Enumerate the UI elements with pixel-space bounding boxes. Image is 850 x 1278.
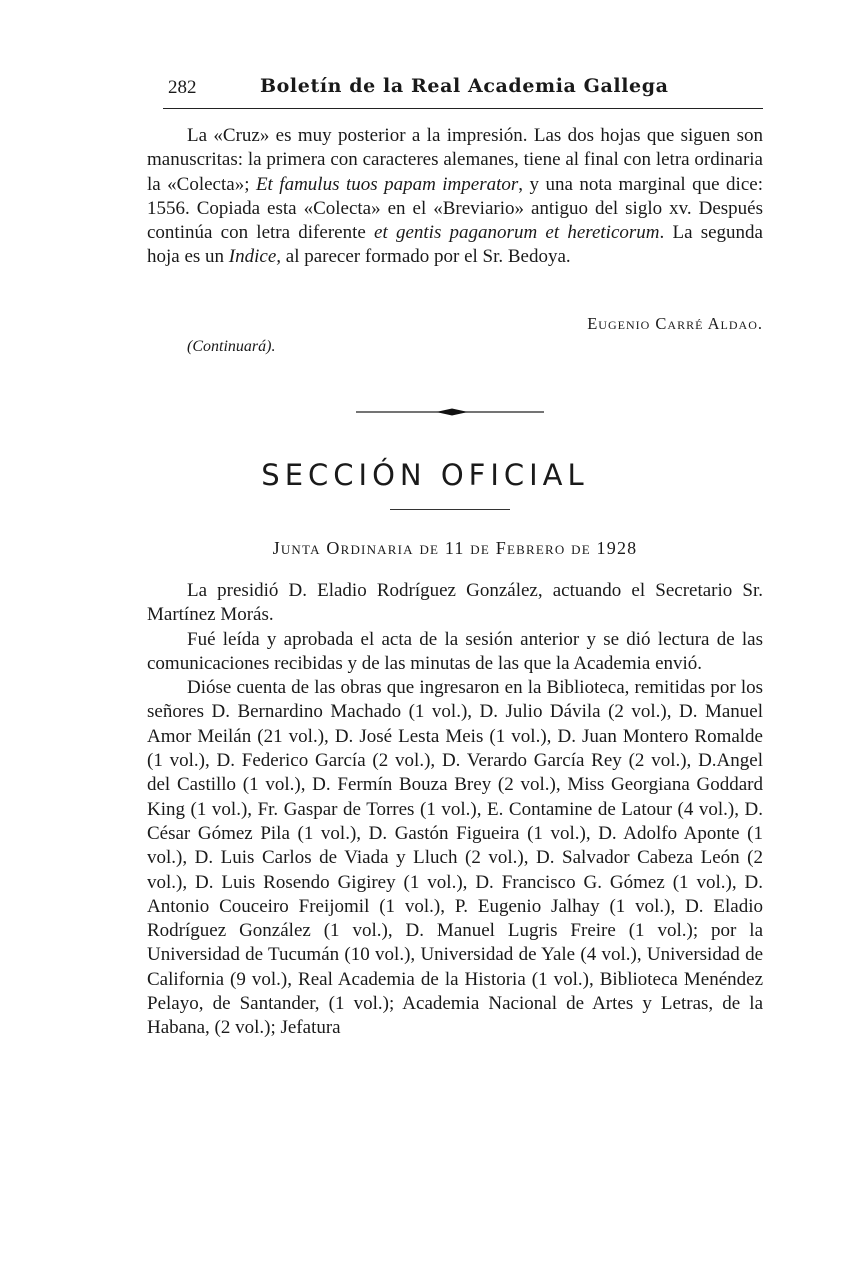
italic-phrase: Et famulus tuos papam imperator — [255, 173, 519, 195]
continuation-paragraph — [147, 124, 763, 270]
section-title: SECCIÓN OFICIAL — [261, 458, 589, 492]
minutes-paragraph: Dióse cuenta de las obras que ingresaron en la Biblioteca, remitidas por los señores D. Bernardino Machado (1 vol.), D. Julio Dávila (2 vol.), D. Manuel Amor Meilán (21 vol.), D. José Lesta Meis (1 vol.), D. Juan Montero Romalde (1 vol.), D. Federico García (2 vol.), D. Verardo García Rey (2 vol.), D.Angel del Castillo (1 vol.), D. Fermín Bouza Brey (2 vol.), Miss Georgiana Goddard King (1 vol.), Fr. Gaspar de Torres (1 vol.), E. Contamine de Latour (4 vol.), D. César Gómez Pila (1 vol.), D. Gastón Figueira (1 vol.), D. Adolfo Aponte (1 vol.), D. Luis Carlos de Viada y Lluch (2 vol.), D. Salvador Cabeza León (2 vol.), D. Luis Rosendo Gigirey (1 vol.), D. Francisco G. Gómez (1 vol.), D. Antonio Couceiro Freijomil (1 vol.), P. Eugenio Jalhay (1 vol.), D. Eladio Rodríguez González (1 vol.), D. Manuel Lugris Freire (1 vol.); por la Universidad de Tucumán (10 vol.), Universidad de Yale (4 vol.), Universidad de California (9 vol.), Real Academia de la Historia (1 vol.), Biblioteca Menéndez Pelayo, de Santander, (1 vol.); Academia Nacional de Artes y Letras, de la Habana, (2 vol.); Jefatura — [147, 677, 763, 1039]
italic-phrase: et gentis paganorum et hereticorum — [374, 222, 660, 244]
page-number: 282 — [168, 77, 197, 98]
running-title: Boletín de la Real Academia Gallega — [260, 75, 669, 97]
text-run: al parecer formado por el Sr. Bedoya. — [281, 246, 571, 268]
text-run: , y una nota marginal que dice: 1556. Copiada esta «Colecta» en el «Breviario» antiguo del siglo xv. Después continúa con letra diferente — [147, 173, 763, 244]
text-run: La «Cruz» es muy posterior a la impresión. Las dos hojas que siguen son manuscritas: la primera con caracteres alemanes, tiene al final con letra ordinaria la «Colecta»; — [147, 125, 763, 195]
author-signature: Eugenio Carré Aldao. — [587, 314, 763, 333]
continued-note: (Continuará). — [187, 338, 276, 355]
meeting-heading: Junta Ordinaria de 11 de Febrero de 1928 — [272, 538, 638, 558]
minutes-paragraph: La presidió D. Eladio Rodríguez González, actuando el Secretario Sr. Martínez Morás. — [147, 580, 763, 626]
italic-phrase: Indice, — [228, 246, 282, 268]
continuation-text — [147, 124, 763, 270]
text-run: . La segunda hoja es un — [147, 222, 763, 268]
section-title-rule — [390, 509, 510, 510]
page-header — [163, 74, 763, 109]
meeting-minutes — [147, 579, 763, 1041]
divider-ornament — [356, 407, 544, 417]
minutes-paragraph: Fué leída y aprobada el acta de la sesión anterior y se dió lectura de las comunicaciones recibidas y de las minutas de las que la Academia envió. — [147, 628, 763, 674]
